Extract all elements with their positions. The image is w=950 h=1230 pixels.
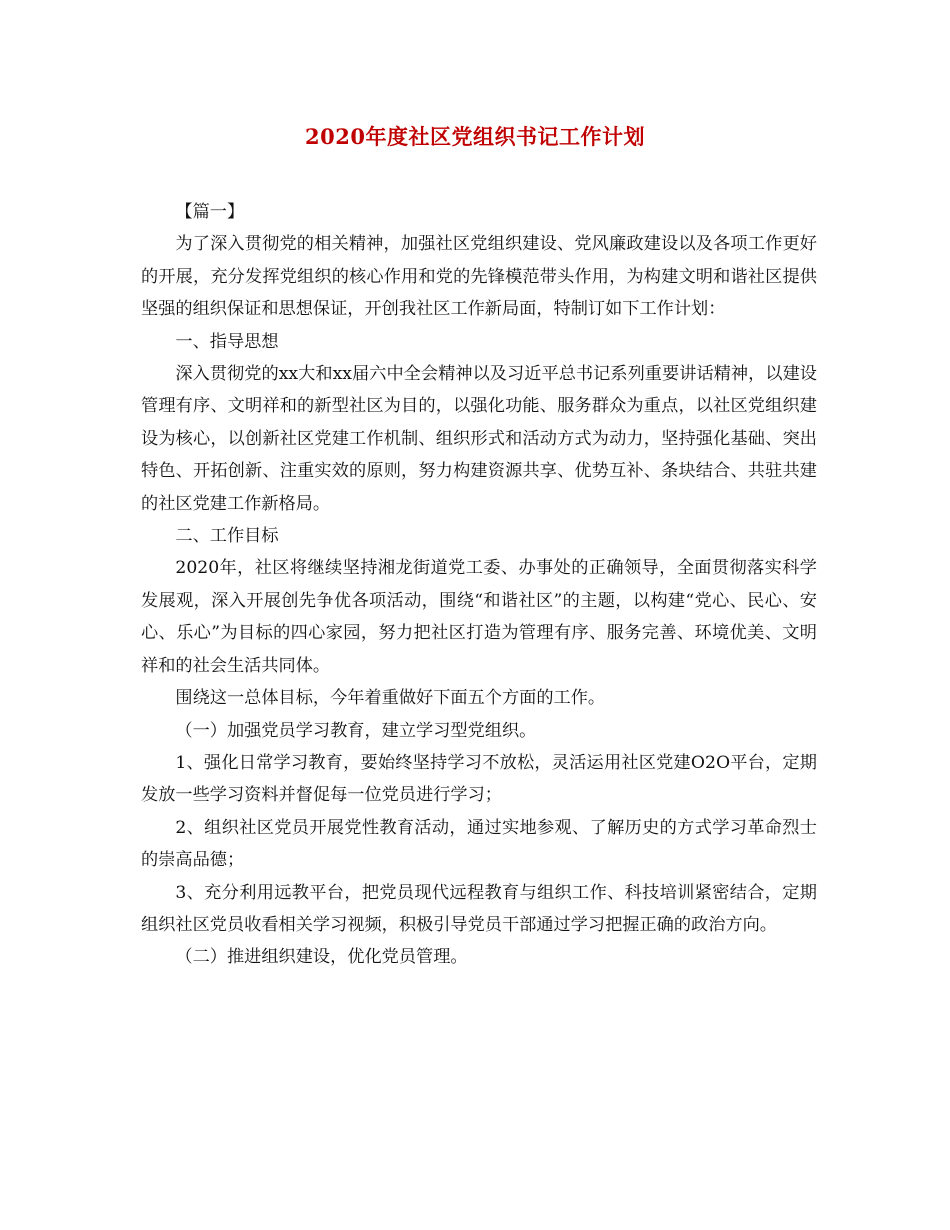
heading-work-goals: 二、工作目标	[175, 526, 279, 547]
section-heading-pian-yi: 【篇一】	[175, 202, 245, 222]
list-item-3: 3、充分利用远教平台，把党员现代远程教育与组织工作、科技培训紧密结合，定期组织社区党员收看相关学习视频，积极引导党员干部通过学习把握正确的政治方向。	[141, 882, 817, 935]
guiding-thought-paragraph: 深入贯彻党的xx大和xx届六中全会精神以及习近平总书记系列重要讲话精神，以建设管理有序、文明祥和的新型社区为目的，以强化功能、服务群众为重点，以社区党组织建设为核心，以创新社区党建工作机制、组织形式和活动方式为动力，坚持强化基础、突出特色、开拓创新、注重实效的原则，努力构建资源共享、优势互补、条块结合、共驻共建的社区党建工作新格局。	[141, 364, 817, 514]
work-goals-paragraph: 2020年，社区将继续坚持湘龙街道党工委、办事处的正确领导，全面贯彻落实科学发展观，深入开展创先争优各项活动，围绕“和谐社区”的主题，以构建“党心、民心、安心、乐心”为目标的四心家园，努力把社区打造为管理有序、服务完善、环境优美、文明祥和的社会生活共同体。	[141, 558, 817, 676]
list-item-1: 1、强化日常学习教育，要始终坚持学习不放松，灵活运用社区党建O2O平台，定期发放一些学习资料并督促每一位党员进行学习；	[141, 752, 817, 806]
heading-guiding-thought: 一、指导思想	[175, 331, 279, 352]
list-item-2: 2、组织社区党员开展党性教育活动，通过实地参观、了解历史的方式学习革命烈士的崇高品德；	[141, 817, 817, 871]
overall-goal-paragraph: 围绕这一总体目标，今年着重做好下面五个方面的工作。	[175, 688, 606, 709]
intro-paragraph: 为了深入贯彻党的相关精神，加强社区党组织建设、党风廉政建设以及各项工作更好的开展，充分发挥党组织的核心作用和党的先锋模范带头作用，为构建文明和谐社区提供坚强的组织保证和思想保证，开创我社区工作新局面，特制订如下工作计划：	[141, 234, 817, 320]
subheading-study-education: （一）加强党员学习教育，建立学习型党组织。	[175, 720, 537, 741]
document-title: 2020年度社区党组织书记工作计划	[305, 124, 645, 149]
document-body	[141, 196, 817, 974]
subheading-organization-building: （二）推进组织建设，优化党员管理。	[175, 947, 468, 968]
